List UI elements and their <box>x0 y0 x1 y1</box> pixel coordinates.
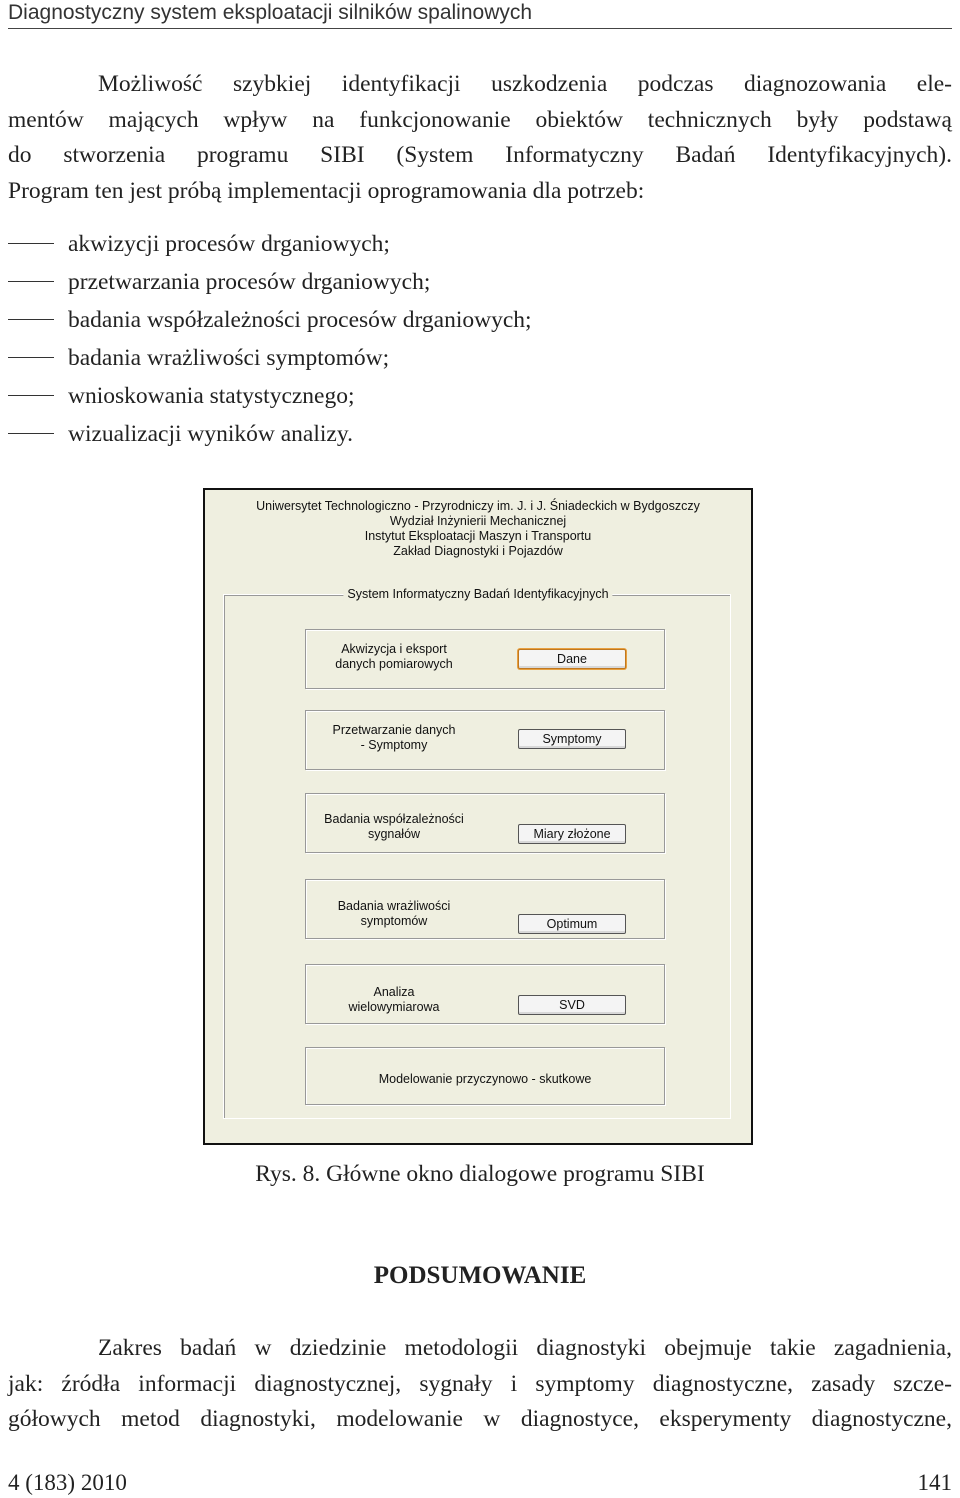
module-label-line: wielowymiarowa <box>348 1000 440 1014</box>
list-item-text: badania współzależności procesów drganiowych; <box>68 307 532 333</box>
intro-line: do stworzenia programu SIBI (System Informatyczny Badań Identyfikacyjnych). <box>8 142 952 169</box>
list-item-text: wizualizacji wyników analizy. <box>68 421 353 447</box>
module-label <box>314 642 474 672</box>
module-correlation <box>305 793 665 853</box>
dash-bullet-icon <box>8 319 54 320</box>
running-title: Diagnostyczny system eksploatacji silników spalinowych <box>8 1 533 24</box>
intro-paragraph <box>8 67 952 209</box>
list-item-text: przetwarzania procesów drganiowych; <box>68 269 431 295</box>
institution-line: Uniwersytet Technologiczno - Przyrodniczy im. J. i J. Śniadeckich w Bydgoszczy <box>256 499 700 513</box>
running-header <box>8 0 952 29</box>
module-causal-modeling[interactable] <box>305 1047 665 1105</box>
list-item-text: wnioskowania statystycznego; <box>68 383 355 409</box>
module-label <box>314 812 474 842</box>
module-multivariate <box>305 964 665 1024</box>
summary-paragraph <box>8 1331 952 1438</box>
module-label-line: Analiza <box>373 985 415 999</box>
summary-line: gółowych metod diagnostyki, modelowanie w diagnostyce, eksperymenty diagnostyczne, <box>8 1406 952 1433</box>
list-item <box>8 225 952 263</box>
intro-line: Możliwość szybkiej identyfikacji uszkodzenia podczas diagnozowania ele- <box>98 71 952 97</box>
section-heading: PODSUMOWANIE <box>373 1262 587 1289</box>
list-item <box>8 263 952 301</box>
sibi-dialog-window <box>203 488 753 1145</box>
page-number: 141 <box>917 1470 952 1495</box>
dash-bullet-icon <box>8 281 54 282</box>
issue-number: 4 (183) 2010 <box>8 1470 127 1495</box>
summary-line: Zakres badań w dziedzinie metodologii diagnostyki obejmuje takie zagadnienia, <box>98 1335 952 1361</box>
list-item-text: akwizycji procesów drganiowych; <box>68 231 390 257</box>
dane-button[interactable]: Dane <box>518 649 626 669</box>
module-label-line: Badania współzależności <box>324 812 464 826</box>
module-label-line: sygnałów <box>367 827 421 841</box>
module-acquisition <box>305 629 665 689</box>
intro-line: Program ten jest próbą implementacji oprogramowania dla potrzeb: <box>8 177 645 204</box>
figure-caption: Rys. 8. Główne okno dialogowe programu SIBI <box>255 1161 705 1187</box>
institution-line: Instytut Eksploatacji Maszyn i Transportu <box>364 529 592 543</box>
module-label-line: symptomów <box>360 914 428 928</box>
modeling-label: Modelowanie przyczynowo - skutkowe <box>378 1072 592 1086</box>
dash-bullet-icon <box>8 433 54 434</box>
group-title: System Informatyczny Badań Identyfikacyjnych <box>343 587 612 601</box>
module-label-line: danych pomiarowych <box>335 657 453 671</box>
list-item <box>8 415 952 453</box>
institution-line: Wydział Inżynierii Mechanicznej <box>389 514 567 528</box>
list-item <box>8 339 952 377</box>
dash-bullet-icon <box>8 243 54 244</box>
bullet-list <box>8 225 952 453</box>
miary-zlozone-button[interactable]: Miary złożone <box>518 824 626 844</box>
module-sensitivity <box>305 879 665 939</box>
module-processing <box>305 710 665 770</box>
list-item-text: badania wrażliwości symptomów; <box>68 345 390 371</box>
page-footer <box>8 1468 952 1498</box>
dash-bullet-icon <box>8 395 54 396</box>
module-label-line: Akwizycja i eksport <box>341 642 447 656</box>
module-label-line: Badania wrażliwości <box>337 899 451 913</box>
list-item <box>8 301 952 339</box>
svd-button[interactable]: SVD <box>518 995 626 1015</box>
module-label <box>314 985 474 1015</box>
module-label <box>314 723 474 753</box>
module-label-line: Przetwarzanie danych <box>332 723 456 737</box>
optimum-button[interactable]: Optimum <box>518 914 626 934</box>
dash-bullet-icon <box>8 357 54 358</box>
symptomy-button[interactable]: Symptomy <box>518 729 626 749</box>
intro-line: mentów mających wpływ na funkcjonowanie obiektów technicznych były podstawą <box>8 106 952 133</box>
module-label-line: - Symptomy <box>360 738 428 752</box>
module-label <box>314 899 474 929</box>
summary-line: jak: źródła informacji diagnostycznej, sygnały i symptomy diagnostyczne, zasady szcze- <box>8 1370 952 1397</box>
list-item <box>8 377 952 415</box>
institution-line: Zakład Diagnostyki i Pojazdów <box>393 544 563 558</box>
